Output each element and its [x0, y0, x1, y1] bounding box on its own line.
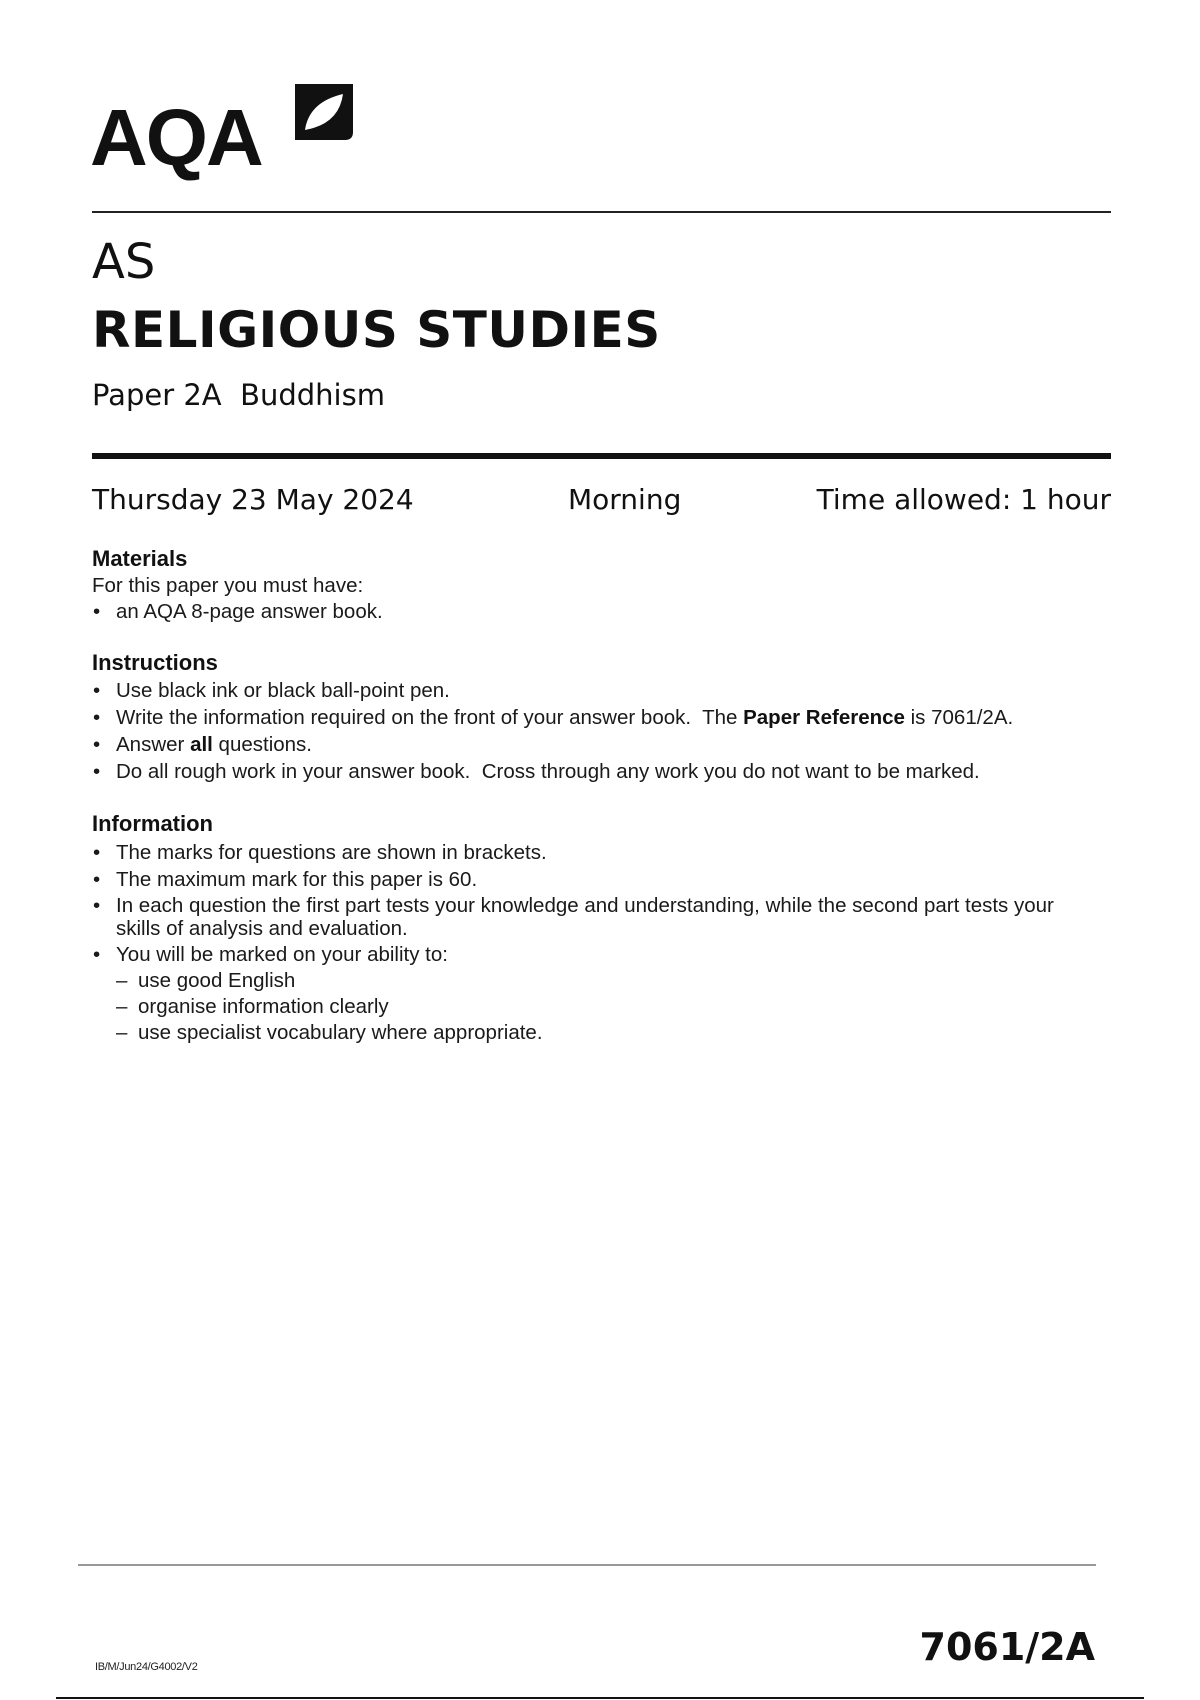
list-item: • In each question the first part tests your knowledge and understanding, while the second part tests your skills of analysis and evaluation. [92, 894, 1096, 940]
materials-heading: Materials [92, 546, 188, 571]
aqa-leaf-icon [295, 84, 353, 144]
header-divider [92, 211, 1111, 213]
time-allowed: Time allowed: 1 hour [816, 483, 1111, 516]
document-code: IB/M/Jun24/G4002/V2 [95, 1661, 198, 1673]
list-item: • Do all rough work in your answer book. Cross through any work you do not want to be marked. [92, 759, 1122, 784]
paper-code: 7061/2A [919, 1625, 1095, 1669]
footer-divider [78, 1564, 1096, 1566]
list-item: – organise information clearly [116, 994, 1122, 1019]
list-item: • The marks for questions are shown in brackets. [92, 840, 1122, 865]
materials-list [92, 599, 1122, 626]
aqa-logo [90, 84, 360, 184]
list-item: • Answer all questions. [92, 732, 1122, 757]
list-item: • an AQA 8-page answer book. [92, 599, 1122, 624]
list-item: • You will be marked on your ability to: – use good English – organise information clearly – use specialist vocabulary where appropriate. [92, 942, 1122, 1045]
list-item: • Write the information required on the front of your answer book. The Paper Reference is 7061/2A. [92, 705, 1122, 730]
instructions-list [92, 678, 1122, 786]
list-item: – use specialist vocabulary where appropriate. [116, 1020, 1122, 1045]
title-divider [92, 453, 1111, 459]
information-heading: Information [92, 811, 213, 836]
instructions-heading: Instructions [92, 650, 218, 675]
list-item: • The maximum mark for this paper is 60. [92, 867, 1122, 892]
paper-title: Paper 2A Buddhism [92, 378, 385, 412]
subject-title: RELIGIOUS STUDIES [92, 301, 661, 359]
exam-date: Thursday 23 May 2024 [92, 483, 414, 516]
page-bottom-edge [56, 1697, 1144, 1699]
qualification-level: AS [92, 234, 156, 290]
exam-session: Morning [568, 483, 682, 516]
list-item: – use good English [116, 968, 1122, 993]
ability-sublist [116, 968, 1122, 1045]
paper-reference-label: Paper Reference [743, 706, 905, 729]
information-list [92, 840, 1122, 1047]
emphasis-all: all [190, 733, 213, 756]
materials-intro: For this paper you must have: [92, 574, 364, 597]
list-item: • Use black ink or black ball-point pen. [92, 678, 1122, 703]
logo-text: AQA [90, 93, 262, 182]
